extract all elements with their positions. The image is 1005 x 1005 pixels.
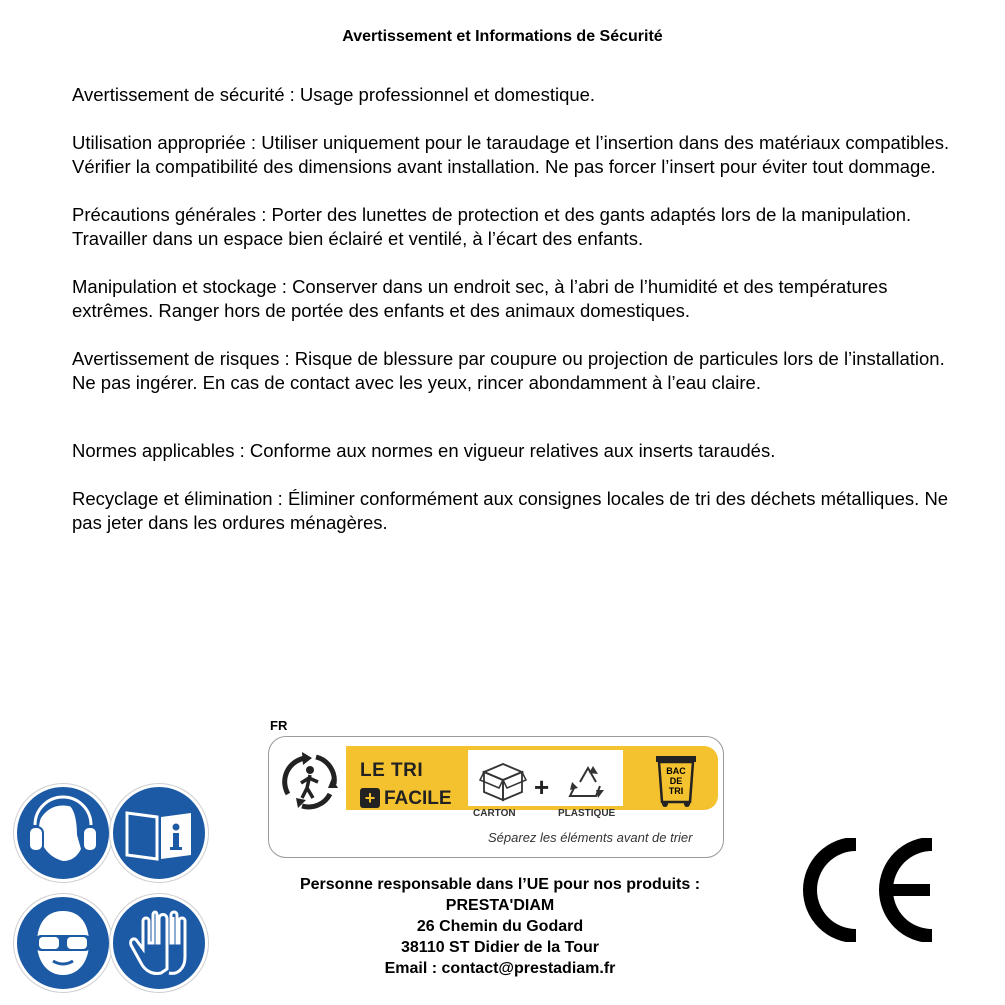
section-handling-storage: Manipulation et stockage : Conserver dans un endroit sec, à l’abri de l’humidité et des températures extrêmes. Ranger hors de portée des enfants et des animaux domestiques. xyxy=(72,276,888,321)
ce-mark-icon xyxy=(796,838,938,942)
bin-label-3: TRI xyxy=(668,786,684,796)
page-title: Avertissement et Informations de Sécurité xyxy=(342,28,663,45)
plastic-recycle-icon xyxy=(566,760,610,802)
city-address: 38110 ST Didier de la Tour xyxy=(401,939,599,956)
bin-label-1: BAC xyxy=(666,766,686,776)
read-manual-icon xyxy=(110,784,208,882)
section-general-precautions: Précautions générales : Porter des lunettes de protection et des gants adaptés lors de la manipulation. Travailler dans un espace bien éclairé et ventilé, à l’écart des enfants. xyxy=(72,204,912,249)
triman-logo xyxy=(268,718,728,860)
gloves-icon xyxy=(110,894,208,992)
company-name: PRESTA'DIAM xyxy=(445,897,555,914)
section-risks: Avertissement de risques : Risque de blessure par coupure ou projection de particules lors de l’installation. Ne pas ingérer. En cas de contact avec les yeux, rincer abondamment à l’eau claire. xyxy=(72,348,945,393)
carton-box-icon xyxy=(478,758,528,802)
triman-person-icon xyxy=(276,748,342,814)
plastic-label: PLASTIQUE xyxy=(558,808,616,819)
ear-protection-icon xyxy=(14,784,112,882)
section-recycling: Recyclage et élimination : Éliminer conformément aux consignes locales de tri des déchets métalliques. Ne pas jeter dans les ordures ménagères. xyxy=(72,488,949,533)
sorting-bin-icon xyxy=(654,752,698,808)
section-appropriate-use: Utilisation appropriée : Utiliser uniquement pour le taraudage et l’insertion dans des matériaux compatibles. Vérifier la compatibilité des dimensions avant installation. Ne pas forcer l’insert pour éviter tout dommage. xyxy=(72,132,950,177)
eye-protection-icon xyxy=(14,894,112,992)
triman-line2: FACILE xyxy=(384,788,452,809)
carton-label: CARTON xyxy=(473,808,516,819)
street-address: 26 Chemin du Godard xyxy=(416,918,584,935)
triman-line1: LE TRI xyxy=(360,760,424,781)
section-usage: Avertissement de sécurité : Usage professionnel et domestique. xyxy=(72,84,596,105)
country-code: FR xyxy=(270,718,288,733)
safety-text xyxy=(72,83,952,535)
email-address: Email : contact@prestadiam.fr xyxy=(384,960,616,977)
triman-line2-wrap xyxy=(360,788,452,810)
responsible-person-block xyxy=(250,874,750,979)
triman-caption: Séparez les éléments avant de trier xyxy=(488,830,693,845)
responsible-heading: Personne responsable dans l’UE pour nos produits : xyxy=(299,876,701,893)
plus-box-icon: + xyxy=(360,788,380,808)
bin-label-2: DE xyxy=(669,776,683,786)
bin-label xyxy=(654,766,698,796)
section-standards: Normes applicables : Conforme aux normes en vigueur relatives aux inserts taraudés. xyxy=(72,440,776,461)
plus-sign: + xyxy=(534,772,550,802)
